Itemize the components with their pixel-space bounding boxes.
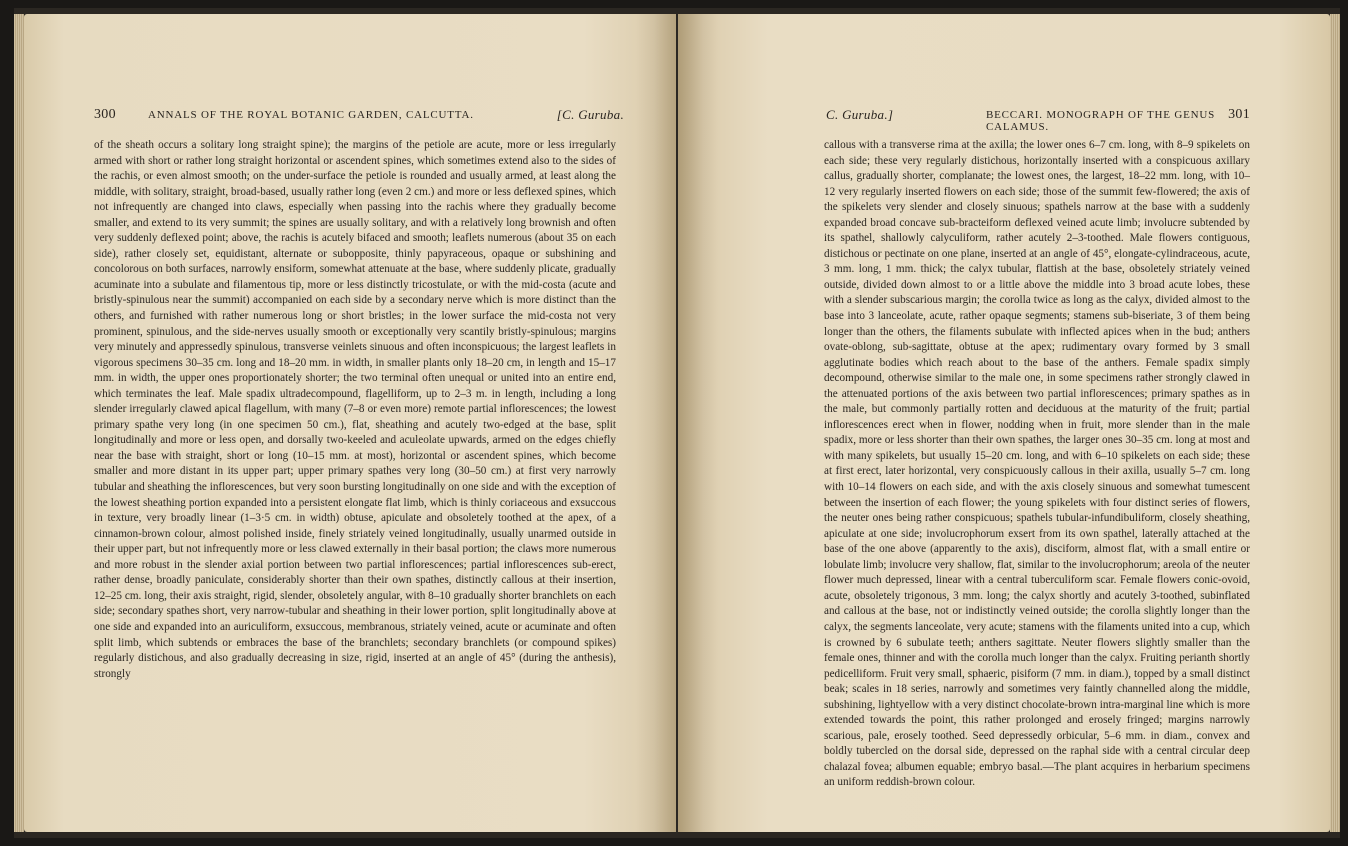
species-short-title: [C. Guruba. xyxy=(556,107,624,122)
body-paragraph: of the sheath occurs a solitary long straight spine); the margins of the petiole are acute, more or less irregularly armed with short or rather long straight horizontal or ascendent spines, which sometimes extend also to the sides of the rachis, or even almost smooth; on the under-surface the petiole is rounded and usually armed, at least along the middle, with solitary, straight, broad-based, usually rather long (even 2 cm.) and more or less deflexed spines, which not infrequently are changed into claws, especially when passing into the rachis where they gradually become smaller, and extend to its very summit; the spines are usually solitary, and with a relatively long brownish and often very suddenly deflexed point; above, the rachis is acutely bifaced and smooth; leaflets numerous (about 35 on each side), rather closely set, equidistant, alternate or subopposite, thinly papyraceous, opaque or subshining and concolorous on both surfaces, narrowly ensiform, somewhat attenuate at the base, where suddenly plicate, gradually acuminate into a subulate and filamentous tip, more or less distinctly tricostulate, or with the mid-costa (acute and bristly-spinulous near the summit) accompanied on each side by a secondary nerve which is more distinct than the others, and furnished with rather numerous long or short bristles; in the lower surface the mid-costa not very prominent, spinulous, and the side-nerves usually smooth or exceptionally very scantily bristly-spinulous; margins very minutely and appressedly spinulous, transverse veinlets sinuous and often inconspicuous; the largest leaflets in vigorous specimens 30–35 cm. long and 18–20 mm. in width, in smaller plants only 18–20 cm, in length and 15–17 mm. in width, the upper ones proportionately shorter; the two terminal often unequal or united into an entire end, which terminates the leaf. Male spadix ultradecompound, flagelliform, up to 2–3 m. in length, including a long slender irregularly clawed apical flagellum, with many (7–8 or even more) remote partial inflorescences; the lowest primary spathe very long (in one specimen 50 cm.), flat, sheathing and acutely two-edged at the base, split longitudinally and more or less open, and dorsally two-keeled and aculeolate upwards, armed on the edges chiefly near the base with straight, short or long (10–15 mm. at most), horizontal or ascendent spines, which become smaller and more distant in its upper part; upper primary spathes very long (30–50 cm.) at first very narrowly tubular and sheathing the inflorescences, but very soon bursting longitudinally on one side and with the exception of the lowest sheathing portion expanded into a persistent elongate flat limb, which is thinly coriaceous and exsuccous in texture, very broadly linear (1–3·5 cm. in width) obtuse, apiculate and obsoletely toothed at the apex, of a cinnamon-brown colour, almost polished inside, finely striately veined longitudinally, usually unarmed outside in their upper part, but not infrequently more or less clawed externally in their basal portion; the claws more numerous and more robust in the slender axial portion between two partial inflorescences; partial inflorescences sub-erect, rather dense, broadly paniculate, considerably shorter than their own spathes, distinctly callous at their insertion, 12–25 cm. long, their axis straight, rigid, slender, obsoletely angular, with 8–10 gradually shorter branchlets on each side; secondary spathes short, very narrow-tubular and sheathing in their lower portion, split longitudinally above at one side and expanded into an auriculiform, exsuccous, membranous, striately veined, acute or acuminate and often split limb, which subtends or embraces the base of the branchlets; secondary branchlets (or compound spikes) regularly distichous, and also gradually decreasing in size, rigid, inserted at an angle of 45° (during the anthesis), strongly xyxy=(94,139,616,680)
page-edges-left xyxy=(14,14,24,832)
running-head: ANNALS OF THE ROYAL BOTANIC GARDEN, CALCUTTA. xyxy=(148,109,474,121)
right-page-header xyxy=(826,107,1250,133)
page-number: 300 xyxy=(94,107,116,122)
species-short-title: C. Guruba.] xyxy=(826,107,894,122)
left-page-header xyxy=(94,107,624,127)
book-scan xyxy=(14,8,1340,838)
left-page-body xyxy=(94,138,616,682)
right-page-body xyxy=(824,138,1250,791)
page-edges-right xyxy=(1330,14,1340,832)
body-paragraph: callous with a transverse rima at the axilla; the lower ones 6–7 cm. long, with 8–9 spikelets on each side; these very regularly distichous, horizontally inserted with a conspicuous axillary callus, gradually shorter, complanate; the lowest ones, the largest, 18–22 mm. long, with 10–12 very regularly inserted flowers on each side; those of the summit few-flowered; the axis of the spikelets very slender and closely sinuous; spathels narrow at the base with a suddenly expanded broad concave sub-bracteiform deflexed veined acute limb; involucre subtended by its spathel, shallowly calyculiform, rather acutely 2–3-toothed. Male flowers contiguous, distichous or pectinate on one plane, inserted at an angle of 45°, elongate-cylindraceous, acute, 3 mm. long, 1 mm. thick; the calyx tubular, flattish at the base, obsoletely striately veined outside, divided down almost to or a little above the middle into 3 broad acute lobes, these with a slender subscarious margin; the corolla twice as long as the calyx, divided almost to the base into 3 lanceolate, acute, rather opaque segments; stamens sub-biseriate, 3 of them being longer than the others, the filaments subulate with inflected apices when in the bud; anthers ovate-oblong, sub-sagittate, obtuse at the apex; rudimentary ovary formed by 3 small agglutinate bodies which reach about to the base of the anthers. Female spadix simply decompound, otherwise similar to the male one, in some specimens rather strongly clawed in the attenuated portions of the axis between two partial inflorescences; primary spathes as in the male, but commonly partially rotten and deciduous at the maturity of the fruit; partial inflorescences erect when in flower, nodding when in fruit, more slender than in the male spadix, more or less shorter than their own spathes, the larger ones 30–35 cm. long at most and with many spikelets, but usually 15–20 cm. long, and with 6–10 spikelets on each side; these at first erect, later horizontal, very conspicuously callous in their axilla, usually 5–7 cm. long with 10–14 flowers on each side, and with the axis closely sinuous and somewhat tumescent between the insertion of each flower; the young spikelets with four distinct series of flowers, the neuter ones being rather conspicuous; spathels tubular-infundibuliform, closely sheathing, apiculate at one side; involucrophorum exsert from its own spathel, laterally attached at the base of the one above (apparently to the axis), disciform, almost flat, with a small entire or lobulate limb; involucre very shallow, flat, similar to the involucrophorum; areola of the neuter flower much depressed, linear with a central tuberculiform scar. Female flowers conic-ovoid, acute, obsoletely trigonous, 3 mm. long; the calyx shortly and acutely 3-toothed, subinflated and callous at the base, not or indistinctly veined outside; the corolla slightly longer than the calyx, the segments lanceolate, very acute; stamens with the filaments united into a cup, which is crowned by 6 subulate teeth; anthers sagittate. Neuter flowers slightly smaller than the female ones, thinner and with the corolla much longer than the calyx. Fruiting perianth shortly pedicelliform. Fruit very small, sphaeric, pisiform (7 mm. in diam.), topped by a small distinct beak; scales in 18 series, narrowly and sometimes very faintly channelled along the middle, subshining, lightyellow with a very distinct chocolate-brown intra-marginal line which is more extended towards the point, this rather prolonged and erosely fringed; margins narrowly scarious, pale, erosely toothed. Seed depressedly orbicular, 5–6 mm. in diam., convex and boldly tubercled on the dorsal side, depressed on the raphal side with a central circular deep chalazal fovea; albumen equable; embryo basal.—The plant acquires in herbarium specimens an uniform reddish-brown colour. xyxy=(824,139,1250,789)
right-page xyxy=(678,14,1330,832)
running-head: BECCARI. MONOGRAPH OF THE GENUS CALAMUS. xyxy=(986,109,1216,133)
left-page xyxy=(24,14,676,832)
page-number: 301 xyxy=(1228,107,1250,122)
